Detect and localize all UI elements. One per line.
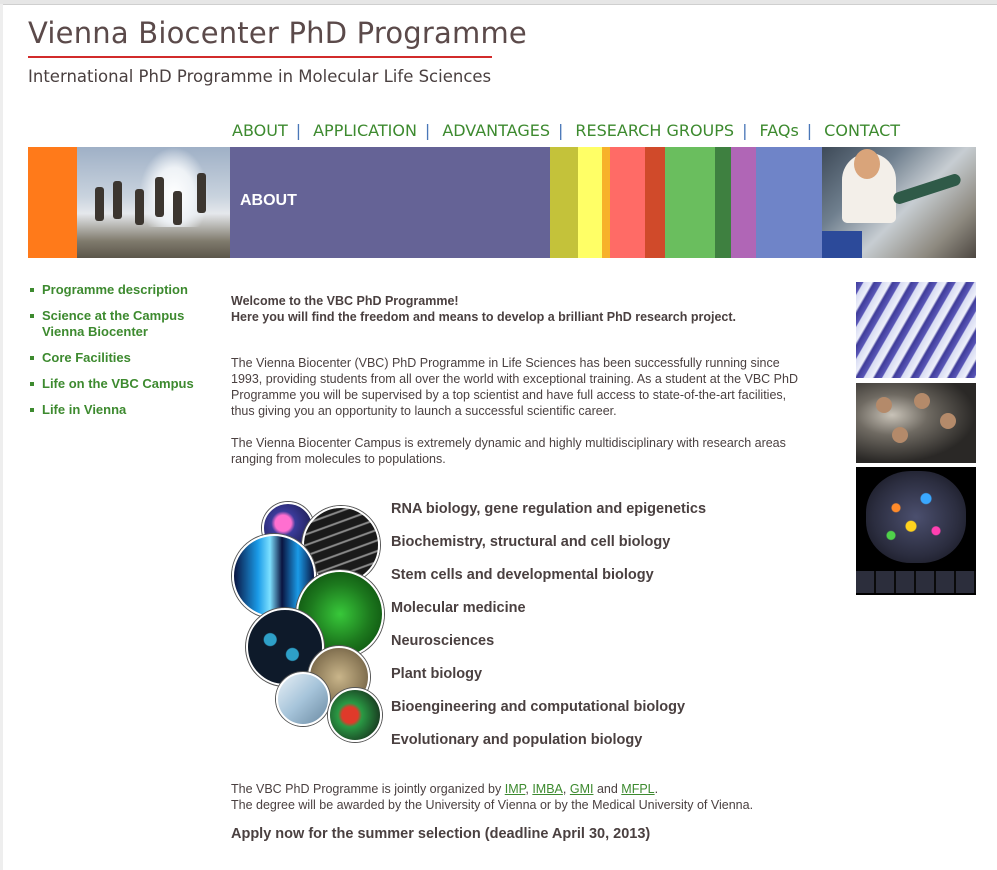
welcome-heading: Welcome to the VBC PhD Programme! xyxy=(231,294,459,308)
banner-stripe xyxy=(578,147,602,258)
jumper-figure xyxy=(135,189,144,225)
footer-info xyxy=(231,781,851,813)
brain-image xyxy=(866,471,966,563)
comma: , xyxy=(562,782,567,796)
sidenav-item-life-in-vienna[interactable] xyxy=(30,402,220,418)
site-title: Vienna Biocenter PhD Programme xyxy=(28,16,527,50)
bullet-icon xyxy=(30,356,34,360)
nav-contact[interactable]: CONTACT xyxy=(824,120,901,140)
students-lab-thumbnail xyxy=(856,383,976,463)
nav-separator: | xyxy=(558,120,564,140)
person-figure xyxy=(892,427,908,443)
top-navigation xyxy=(232,119,900,141)
banner-stripe xyxy=(731,147,756,258)
jumper-figure xyxy=(197,173,206,213)
organized-by-line xyxy=(231,781,851,797)
site-subtitle: International PhD Programme in Molecular Life Sciences xyxy=(28,67,492,86)
sidenav-link[interactable]: Science at the Campus Vienna Biocenter xyxy=(42,308,185,339)
browser-top-border xyxy=(0,0,997,5)
research-area-item: RNA biology, gene regulation and epigenetics xyxy=(391,501,707,517)
nav-separator: | xyxy=(295,120,302,140)
lab-researcher-photo xyxy=(822,147,976,258)
banner-stripe xyxy=(645,147,665,258)
researcher-arm xyxy=(892,172,962,205)
nav-advantages[interactable]: ADVANTAGES xyxy=(442,120,550,140)
students-jumping-photo xyxy=(77,147,230,258)
sidenav-item-core-facilities[interactable] xyxy=(30,350,220,366)
header-banner xyxy=(28,147,976,258)
banner-stripe xyxy=(610,147,645,258)
period: . xyxy=(654,782,659,796)
image-strip xyxy=(856,571,976,593)
banner-stripe-orange xyxy=(28,147,77,258)
research-areas-list xyxy=(391,500,706,764)
sidenav-link[interactable]: Core Facilities xyxy=(42,350,131,365)
lab-sign xyxy=(822,231,862,258)
research-area-item: Plant biology xyxy=(391,666,483,682)
jumper-figure xyxy=(95,187,104,221)
title-underline xyxy=(28,56,492,58)
banner-stripe xyxy=(602,147,610,258)
sidenav-link[interactable]: Programme description xyxy=(42,282,188,297)
link-gmi[interactable]: GMI xyxy=(569,782,594,796)
research-area-item: Neurosciences xyxy=(391,633,495,649)
research-area-item: Biochemistry, structural and cell biology xyxy=(391,534,671,550)
intro-paragraph: The Vienna Biocenter (VBC) PhD Programme in Life Sciences has been successfully running since 1993, providing students from all over the world with exceptional training. As a student at the VBC PhD Programme you will be supervised by a top scientist and have full access to state-of-the-art facilities, thus giving you an opportunity to launch a successful scientific career. xyxy=(231,355,798,418)
link-mfpl[interactable]: MFPL xyxy=(621,782,655,796)
jumper-figure xyxy=(173,191,182,225)
banner-stripe xyxy=(756,147,822,258)
nav-faqs[interactable]: FAQs xyxy=(759,120,799,140)
side-navigation xyxy=(30,282,220,428)
campus-paragraph: The Vienna Biocenter Campus is extremely dynamic and highly multidisciplinary with research areas ranging from molecules to populations. xyxy=(231,435,786,466)
apply-now-notice: Apply now for the summer selection (deadline April 30, 2013) xyxy=(231,826,651,842)
banner-section-label: ABOUT xyxy=(240,192,297,209)
person-figure xyxy=(940,413,956,429)
person-figure xyxy=(876,397,892,413)
jumper-figure xyxy=(113,181,122,219)
research-area-item: Bioengineering and computational biology xyxy=(391,699,686,715)
banner-stripe xyxy=(550,147,578,258)
bullet-icon xyxy=(30,382,34,386)
microscopy-circle xyxy=(276,672,330,726)
sidenav-link[interactable]: Life in Vienna xyxy=(42,402,127,417)
researcher-head xyxy=(854,149,880,179)
research-area-item: Stem cells and developmental biology xyxy=(391,567,654,583)
nav-about[interactable]: ABOUT xyxy=(232,120,288,140)
research-area-item: Molecular medicine xyxy=(391,600,526,616)
welcome-block xyxy=(231,293,811,325)
browser-left-border xyxy=(0,4,3,870)
person-figure xyxy=(914,393,930,409)
tissue-section-thumbnail xyxy=(856,282,976,378)
comma: , xyxy=(525,782,529,796)
microscopy-circle xyxy=(328,688,382,742)
jumper-figure xyxy=(155,177,164,217)
banner-stripe xyxy=(715,147,731,258)
nav-research-groups[interactable]: RESEARCH GROUPS xyxy=(575,120,735,140)
nav-separator: | xyxy=(806,120,813,140)
nav-separator: | xyxy=(742,120,748,140)
sidenav-item-science-at-campus[interactable] xyxy=(30,308,220,340)
and-text: and xyxy=(593,782,622,796)
research-image-collage xyxy=(230,500,390,745)
nav-separator: | xyxy=(424,120,431,140)
bullet-icon xyxy=(30,288,34,292)
bullet-icon xyxy=(30,314,34,318)
banner-stripe xyxy=(665,147,715,258)
degree-line: The degree will be awarded by the University of Vienna or by the Medical University of Vienna. xyxy=(231,798,754,812)
organized-by-text: The VBC PhD Programme is jointly organized by xyxy=(231,782,505,796)
link-imba[interactable]: IMBA xyxy=(532,782,563,796)
link-imp[interactable]: IMP xyxy=(504,782,526,796)
sidenav-item-life-on-campus[interactable] xyxy=(30,376,220,392)
bullet-icon xyxy=(30,408,34,412)
brain-imaging-thumbnail xyxy=(856,467,976,595)
nav-application[interactable]: APPLICATION xyxy=(313,120,417,140)
sidenav-item-programme-description[interactable] xyxy=(30,282,220,298)
welcome-subheading: Here you will find the freedom and means to develop a brilliant PhD research project. xyxy=(231,310,736,324)
sidenav-link[interactable]: Life on the VBC Campus xyxy=(42,376,194,391)
research-area-item: Evolutionary and population biology xyxy=(391,732,643,748)
